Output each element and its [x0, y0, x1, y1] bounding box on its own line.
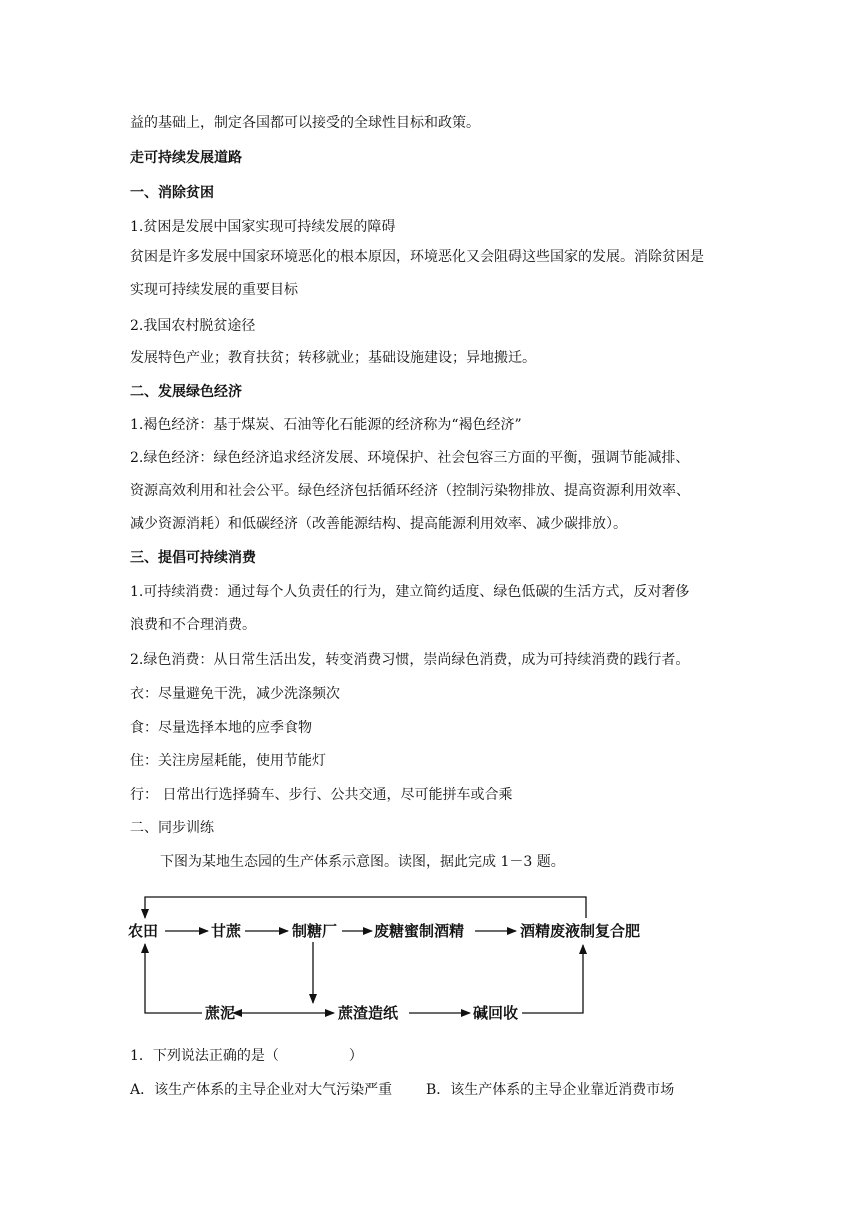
text-line: 2.绿色消费：从日常生活出发，转变消费习惯，崇尚绿色消费，成为可持续消费的践行者。 [130, 652, 690, 668]
node-cane-mud: 蔗泥 [205, 1004, 236, 1022]
text-line: 浪费和不合理消费。 [130, 617, 256, 633]
text-line: 2.绿色经济：绿色经济追求经济发展、环境保护、社会包容三方面的平衡，强调节能减排、 [130, 450, 690, 466]
node-sugarcane: 甘蔗 [211, 922, 242, 940]
arrow-mud-to-field [145, 944, 202, 1013]
text-line: 食：尽量选择本地的应季食物 [130, 720, 312, 736]
text-line: 1.贫困是发展中国家实现可持续发展的障碍 [130, 219, 396, 235]
text-line: 1.可持续消费：通过每个人负责任的行为，建立简约适度、绿色低碳的生活方式，反对奢侈 [130, 584, 690, 600]
section-heading: 一、消除贫困 [130, 185, 214, 201]
arrow-fertilizer-to-field [145, 897, 586, 918]
text-line: 减少资源消耗）和低碳经济（改善能源结构、提高能源利用效率、减少碳排放）。 [130, 516, 627, 532]
text-line: 益的基础上，制定各国都可以接受的全球性目标和政策。 [130, 115, 480, 131]
section-heading: 三、提倡可持续消费 [130, 550, 256, 566]
text-line: 1.褐色经济：基于煤炭、石油等化石能源的经济称为“褐色经济” [130, 417, 522, 433]
text-line: 住：关注房屋耗能，使用节能灯 [130, 753, 326, 769]
text-line: 实现可持续发展的重要目标 [130, 282, 298, 298]
node-alkali-recovery: 碱回收 [473, 1004, 519, 1022]
section-heading: 二、发展绿色经济 [130, 384, 242, 400]
text-line: 2.我国农村脱贫途径 [130, 318, 256, 334]
arrow-alkali-to-fertilizer [522, 945, 583, 1013]
text-line: 衣：尽量避免干洗，减少洗涤频次 [130, 686, 340, 702]
node-bagasse-paper: 蔗渣造纸 [338, 1004, 399, 1022]
text-line: 贫困是许多发展中国家环境恶化的根本原因，环境恶化又会阻碍这些国家的发展。消除贫困是 [130, 249, 704, 265]
option-a: A．该生产体系的主导企业对大气污染严重 [130, 1082, 393, 1098]
node-compound-fertilizer: 酒精废液制复合肥 [520, 922, 641, 940]
node-field: 农田 [128, 922, 159, 940]
section-heading: 二、同步训练 [130, 820, 214, 836]
node-molasses-alcohol: 废糖蜜制酒精 [374, 922, 465, 940]
node-sugar-factory: 制糖厂 [292, 922, 338, 940]
text-line: 发展特色产业；教育扶贫；转移就业；基础设施建设；异地搬迁。 [130, 350, 536, 366]
text-line: 资源高效利用和社会公平。绿色经济包括循环经济（控制污染物排放、提高资源利用效率、 [130, 483, 690, 499]
question-stem: 1．下列说法正确的是（ ） [130, 1048, 363, 1064]
text-line: 行： 日常出行选择骑车、步行、公共交通，尽可能拼车或合乘 [130, 787, 513, 803]
option-b: B．该生产体系的主导企业靠近消费市场 [426, 1082, 675, 1098]
section-heading: 走可持续发展道路 [130, 150, 242, 166]
question-intro: 下图为某地生态园的生产体系示意图。读图，据此完成 1－3 题。 [160, 854, 565, 870]
